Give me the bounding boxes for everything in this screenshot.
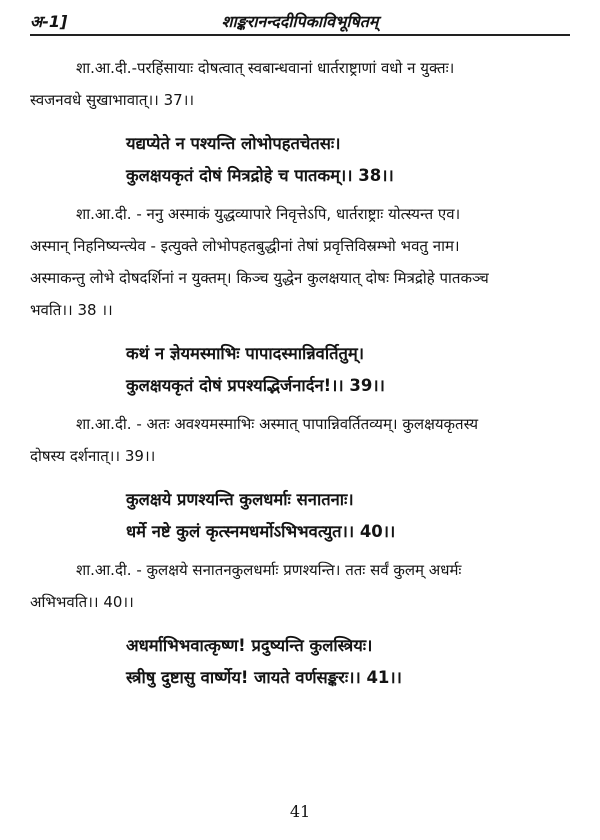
page-body [30,52,574,694]
commentary-line: अस्माकन्तु लोभे दोषदर्शिनां न युक्तम्। किञ्च युद्धेन कुलक्षयात् दोषः मित्रद्रोहे पातकञ्च [30,269,489,287]
commentary-line: शा.आ.दी. - अतः अवश्यमस्माभिः अस्मात् पापान्निवर्तितव्यम्। कुलक्षयकृतस्य [76,415,479,433]
verse-line: कथं न ज्ञेयमस्माभिः पापादस्मान्निवर्तितुम्। [126,344,365,363]
running-header [30,4,570,36]
chapter-marker: अ-1] [30,12,68,31]
verse-40 [126,484,574,548]
verse-41 [126,630,574,694]
commentary-line: अभिभवति।। 40।। [30,593,134,611]
verse-line: स्त्रीषु दुष्टासु वार्ष्णेय! जायते वर्णसङ्करः।। 41।। [126,668,402,687]
verse-line: धर्मे नष्टे कुलं कृत्स्नमधर्मोऽभिभवत्युत।। 40।। [126,522,396,541]
verse-line: अधर्माभिभवात्कृष्ण! प्रदुष्यन्ति कुलस्त्रियः। [126,636,373,655]
verse-38 [126,128,574,192]
commentary-line: दोषस्य दर्शनात्।। 39।। [30,447,156,465]
verse-line: कुलक्षयकृतं दोषं मित्रद्रोहे च पातकम्।। 38।। [126,166,394,185]
verse-line: कुलक्षये प्रणश्यन्ति कुलधर्माः सनातनाः। [126,490,354,509]
commentary-37 [30,52,574,116]
commentary-line: भवति।। 38 ।। [30,301,113,319]
commentary-line: शा.आ.दी. - कुलक्षये सनातनकुलधर्माः प्रणश्यन्ति। ततः सर्वं कुलम् अधर्मः [76,561,462,579]
verse-39 [126,338,574,402]
commentary-40 [30,554,574,618]
page-number: 41 [289,802,311,821]
verse-line: यद्यप्येते न पश्यन्ति लोभोपहतचेतसः। [126,134,341,153]
commentary-38 [30,198,574,326]
commentary-line: शा.आ.दी.-परहिंसायाः दोषत्वात् स्वबान्धवानां धार्तराष्ट्राणां वधो न युक्तः। [76,59,455,77]
verse-line: कुलक्षयकृतं दोषं प्रपश्यद्भिर्जनार्दन!।। 39।। [126,376,385,395]
commentary-line: अस्मान् निहनिष्यन्त्येव - इत्युक्ते लोभोपहतबुद्धीनां तेषां प्रवृत्तिविस्रम्भो भवतु नाम। [30,237,460,255]
commentary-line: शा.आ.दी. - ननु अस्माकं युद्धव्यापारे निवृत्तेऽपि, धार्तराष्ट्राः योत्स्यन्त एव। [76,205,461,223]
header-title: शाङ्करानन्ददीपिकाविभूषितम् [221,12,379,31]
commentary-39 [30,408,574,472]
commentary-line: स्वजनवधे सुखाभावात्।। 37।। [30,91,195,109]
